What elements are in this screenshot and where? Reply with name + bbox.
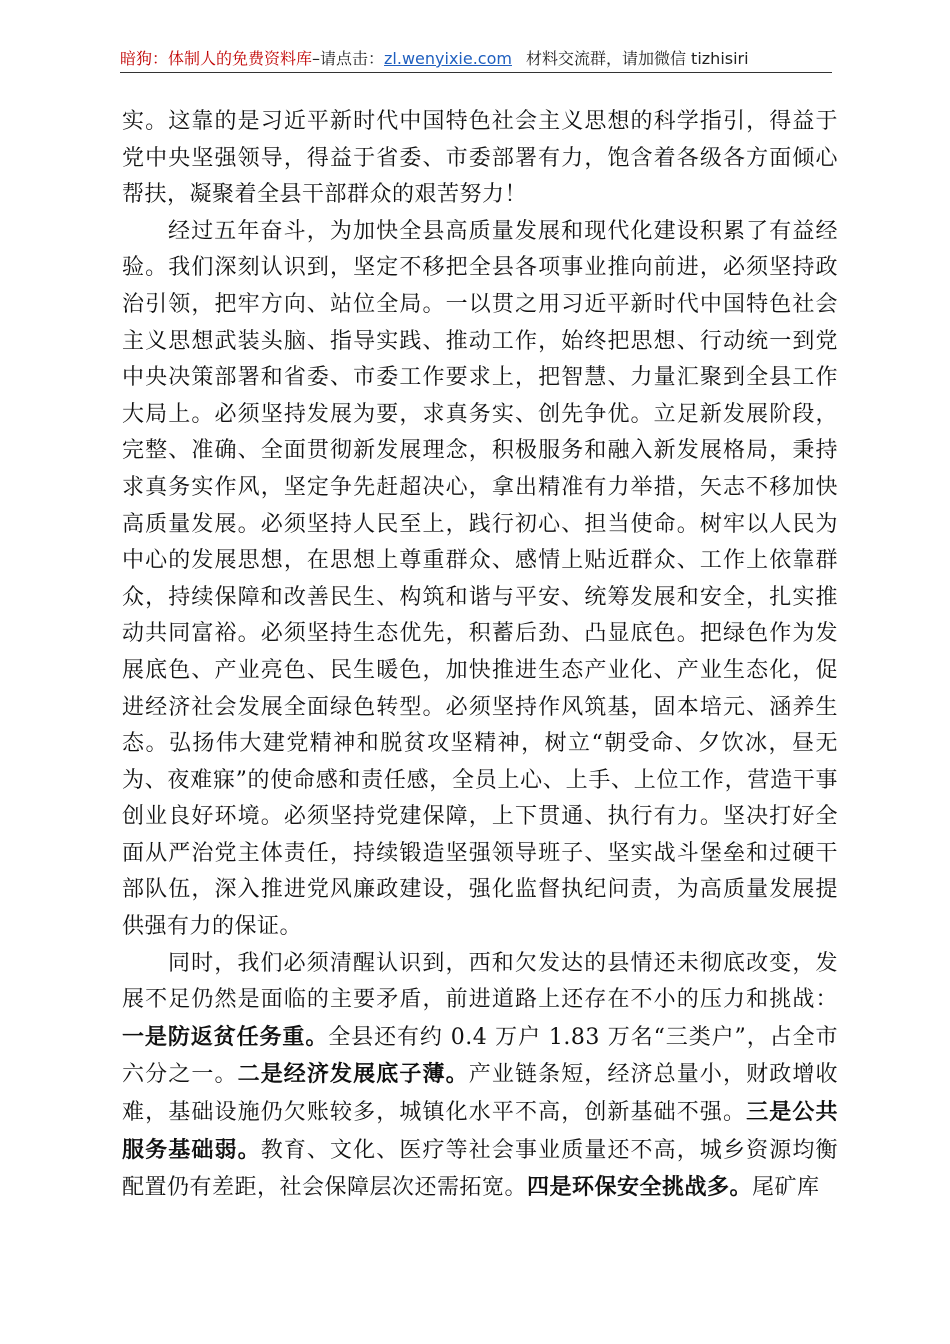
challenge-heading-2: 二是经济发展底子薄。 (237, 1061, 469, 1088)
page-header (120, 46, 832, 72)
header-brand: 暗狗：体制人的免费资料库 (120, 49, 313, 68)
challenge-text-3: 教育、文化、医疗等社会事业质量还不高，城乡资源均衡配置仍有差距，社会保障层次还需拓宽。 (122, 1137, 838, 1201)
paragraph-experience (122, 214, 838, 946)
challenge-heading-1: 一是防返贫任务重。 (122, 1023, 329, 1050)
challenge-text-4: 尾矿库 (752, 1175, 820, 1201)
paragraph-continuation (122, 104, 838, 214)
paragraph-text: 同时，我们必须清醒认识到，西和欠发达的县情还未彻底改变，发展不足仍然是面临的主要矛盾，前进道路上还存在不小的压力和挑战： (122, 950, 838, 1013)
header-link[interactable]: zl.wenyixie.com (384, 49, 512, 68)
challenge-heading-4: 四是环保安全挑战多。 (527, 1174, 753, 1201)
header-click-text: –请点击： (312, 49, 385, 68)
paragraph-text: 实。这靠的是习近平新时代中国特色社会主义思想的科学指引，得益于党中央坚强领导，得益于省委、市委部署有力，饱含着各级各方面倾心帮扶，凝聚着全县干部群众的艰苦努力！ (122, 109, 838, 208)
paragraph-challenges (122, 946, 838, 1207)
header-contact: 材料交流群，请加微信 tizhisiri (525, 49, 749, 68)
challenge-heading-3: 三是公共服务基础弱。 (122, 1099, 838, 1163)
document-body (122, 104, 838, 1207)
paragraph-text: 经过五年奋斗，为加快全县高质量发展和现代化建设积累了有益经验。我们深刻认识到，坚定不移把全县各项事业推向前进，必须坚持政治引领，把牢方向、站位全局。一以贯之用习近平新时代中国特色社会主义思想武装头脑、指导实践、推动工作，始终把思想、行动统一到党中央决策部署和省委、市委工作要求上，把智慧、力量汇聚到全县工作大局上。必须坚持发展为要，求真务实、创先争优。立足新发展阶段，完整、准确、全面贯彻新发展理念，积极服务和融入新发展格局，秉持求真务实作风，坚定争先赶超决心，拿出精准有力举措，矢志不移加快高质量发展。必须坚持人民至上，践行初心、担当使命。树牢以人民为中心的发展思想，在思想上尊重群众、感情上贴近群众、工作上依靠群众，持续保障和改善民生、构筑和谐与平安、统筹发展和安全，扎实推动共同富裕。必须坚持生态优先，积蓄后劲、凸显底色。把绿色作为发展底色、产业亮色、民生暖色，加快推进生态产业化、产业生态化，促进经济社会发展全面绿色转型。必须坚持作风筑基，固本培元、涵养生态。弘扬伟大建党精神和脱贫攻坚精神，树立“朝受命、夕饮冰，昼无为、夜难寐”的使命感和责任感，全员上心、上手、上位工作，营造干事创业良好环境。必须坚持党建保障，上下贯通、执行有力。坚决打好全面从严治党主体责任，持续锻造坚强领导班子、坚实战斗堡垒和过硬干部队伍，深入推进党风廉政建设，强化监督执纪问责，为高质量发展提供强有力的保证。 (122, 218, 838, 940)
header-divider (120, 72, 832, 73)
challenge-text-1: 全县还有约 0.4 万户 1.83 万名“三类户”，占全市六分之一。 (122, 1024, 838, 1088)
challenge-text-2: 产业链条短，经济总量小，财政增收难，基础设施仍欠账较多，城镇化水平不高，创新基础不强。 (122, 1062, 838, 1126)
